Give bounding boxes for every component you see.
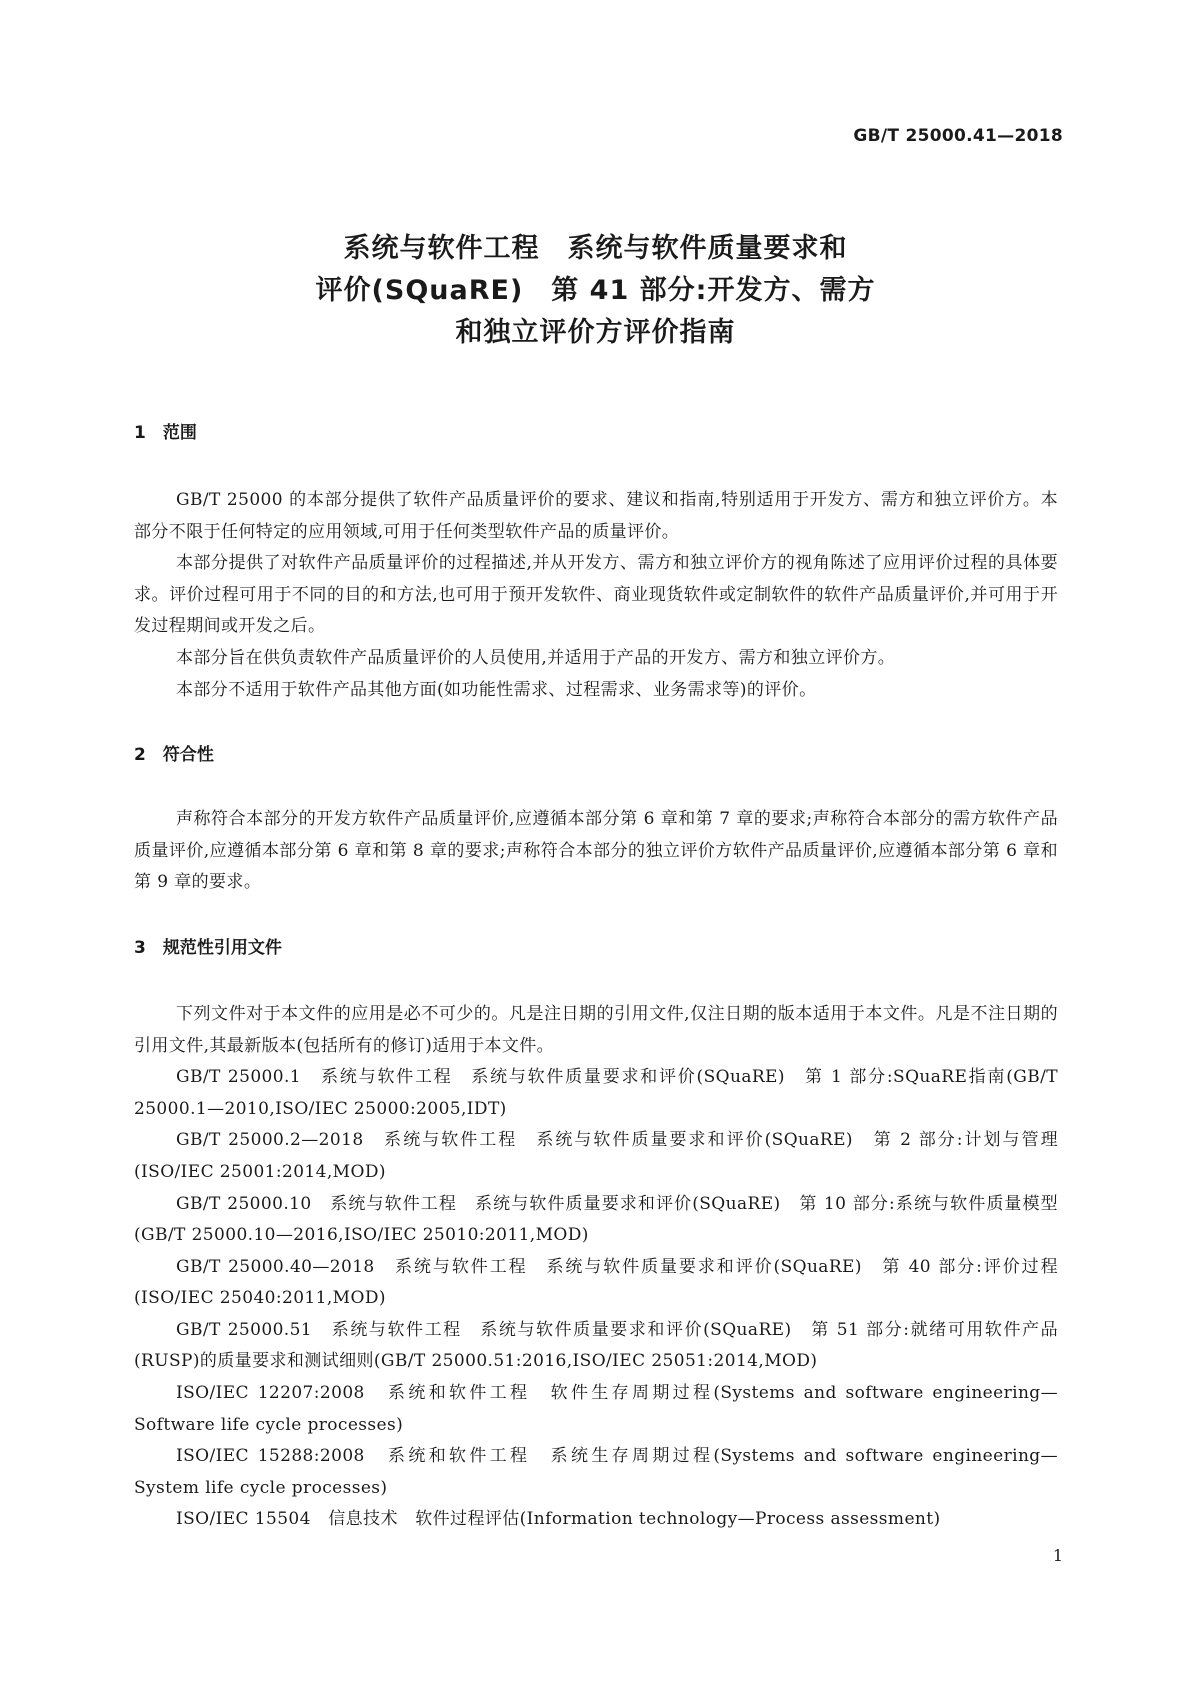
section-heading-scope: 1 范围 bbox=[134, 423, 197, 443]
section-body-scope bbox=[134, 485, 1058, 706]
reference-entry: GB/T 25000.1 系统与软件工程 系统与软件质量要求和评价(SQuaRE) 第 1 部分:SQuaRE指南(GB/T 25000.1—2010,ISO/IEC 25000:2005,IDT) bbox=[134, 1067, 1058, 1119]
page-number: 1 bbox=[1052, 1546, 1063, 1565]
paragraph: GB/T 25000 的本部分提供了软件产品质量评价的要求、建议和指南,特别适用于开发方、需方和独立评价方。本部分不限于任何特定的应用领域,可用于任何类型软件产品的质量评价。 bbox=[134, 490, 1058, 542]
reference-entry: ISO/IEC 15288:2008 系统和软件工程 系统生存周期过程(Systems and software engineering—System life cycle processes) bbox=[134, 1446, 1058, 1498]
title-line-3: 和独立评价方评价指南 bbox=[455, 317, 736, 348]
section-heading-conformance: 2 符合性 bbox=[134, 745, 214, 766]
section-body-conformance bbox=[134, 804, 1058, 899]
document-title bbox=[0, 228, 1191, 354]
reference-entry: GB/T 25000.10 系统与软件工程 系统与软件质量要求和评价(SQuaRE) 第 10 部分:系统与软件质量模型(GB/T 25000.10—2016,ISO/IEC 25010:2011,MOD) bbox=[134, 1193, 1058, 1246]
paragraph: 本部分提供了对软件产品质量评价的过程描述,并从开发方、需方和独立评价方的视角陈述了应用评价过程的具体要求。评价过程可用于不同的目的和方法,也可用于预开发软件、商业现货软件或定制软件的软件产品质量评价,并可用于开发过程期间或开发之后。 bbox=[134, 553, 1058, 637]
section-body-references bbox=[134, 999, 1058, 1536]
section-heading-references: 3 规范性引用文件 bbox=[134, 937, 282, 958]
reference-entry: ISO/IEC 15504 信息技术 软件过程评估(Information technology—Process assessment) bbox=[176, 1509, 941, 1530]
paragraph: 声称符合本部分的开发方软件产品质量评价,应遵循本部分第 6 章和第 7 章的要求;声称符合本部分的需方软件产品质量评价,应遵循本部分第 6 章和第 8 章的要求;声称符合本部分的独立评价方软件产品质量评价,应遵循本部分第 6 章和第 9 章的要求。 bbox=[134, 809, 1058, 893]
reference-entry: GB/T 25000.2—2018 系统与软件工程 系统与软件质量要求和评价(SQuaRE) 第 2 部分:计划与管理(ISO/IEC 25001:2014,MOD) bbox=[134, 1130, 1058, 1182]
standard-code: GB/T 25000.41—2018 bbox=[853, 126, 1063, 146]
reference-entry: GB/T 25000.51 系统与软件工程 系统与软件质量要求和评价(SQuaRE) 第 51 部分:就绪可用软件产品(RUSP)的质量要求和测试细则(GB/T 25000.51:2016,ISO/IEC 25051:2014,MOD) bbox=[134, 1319, 1058, 1372]
reference-entry: ISO/IEC 12207:2008 系统和软件工程 软件生存周期过程(Systems and software engineering—Software life cycle processes) bbox=[134, 1383, 1058, 1435]
document-body bbox=[134, 420, 1058, 1536]
title-line-2: 评价(SQuaRE) 第 41 部分:开发方、需方 bbox=[315, 275, 876, 306]
paragraph: 本部分不适用于软件产品其他方面(如功能性需求、过程需求、业务需求等)的评价。 bbox=[176, 679, 817, 700]
paragraph: 本部分旨在供负责软件产品质量评价的人员使用,并适用于产品的开发方、需方和独立评价方。 bbox=[176, 647, 896, 668]
title-line-1: 系统与软件工程 系统与软件质量要求和 bbox=[343, 233, 848, 264]
paragraph: 下列文件对于本文件的应用是必不可少的。凡是注日期的引用文件,仅注日期的版本适用于本文件。凡是不注日期的引用文件,其最新版本(包括所有的修订)适用于本文件。 bbox=[134, 1003, 1058, 1056]
reference-entry: GB/T 25000.40—2018 系统与软件工程 系统与软件质量要求和评价(SQuaRE) 第 40 部分:评价过程(ISO/IEC 25040:2011,MOD) bbox=[134, 1256, 1058, 1309]
